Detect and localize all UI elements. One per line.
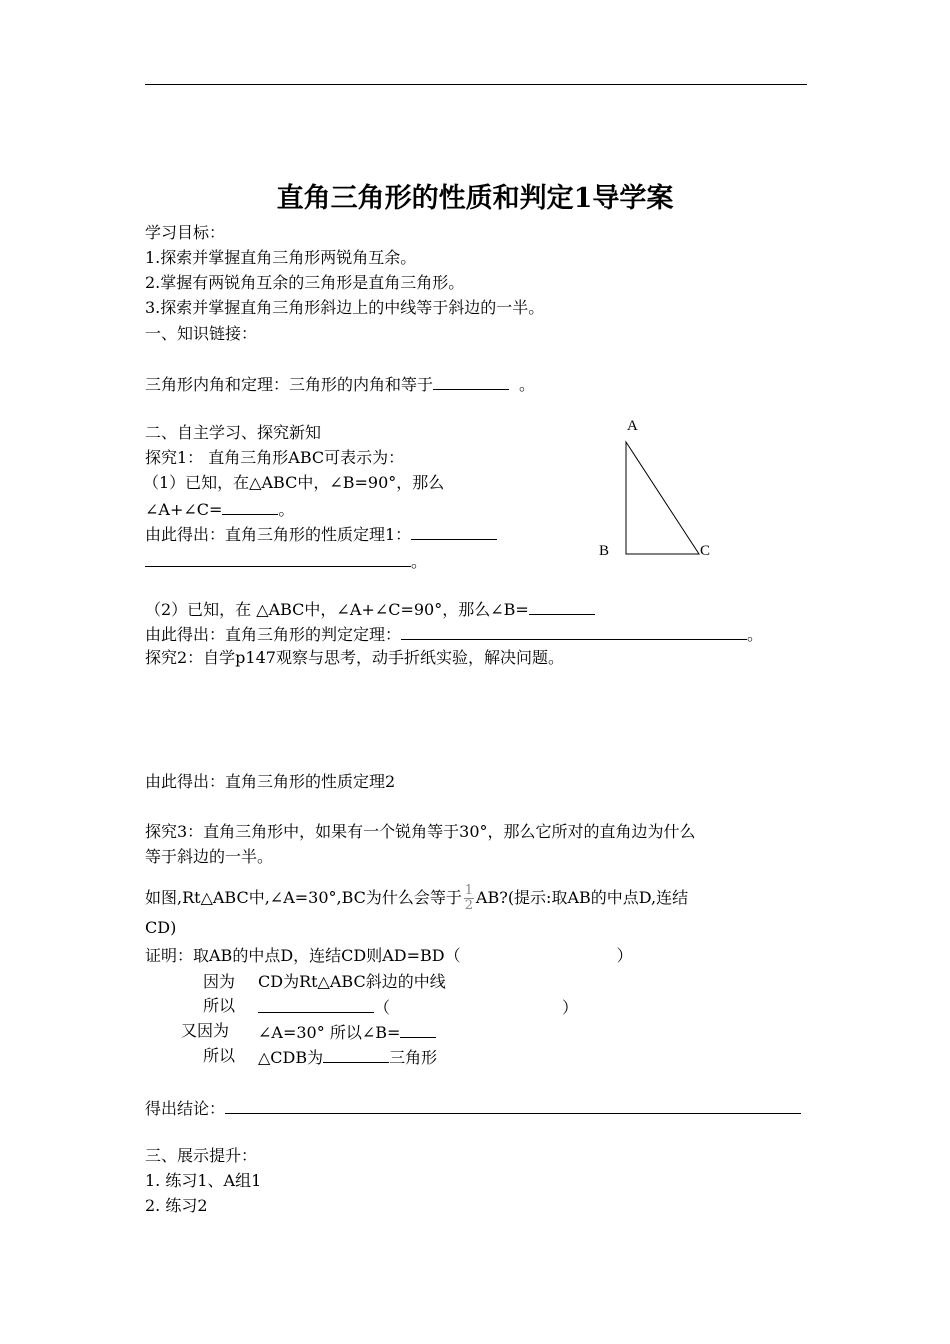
angle-sum-theorem [145, 373, 535, 395]
question1-end: 。 [278, 500, 295, 519]
question1-line1: （1）已知，在△ABC中，∠B=90°，那么 [143, 473, 445, 492]
proof-so-label: 所以 [203, 996, 236, 1015]
figure-question-hint: AB?(提示:取AB的中点D,连结 [475, 888, 689, 907]
derive3-text: 由此得出：直角三角形的性质定理2 [145, 772, 396, 791]
proof-so2-line [258, 1046, 437, 1068]
header-rule [145, 84, 807, 85]
explore3-line1: 探究3：直角三角形中，如果有一个锐角等于30°，那么它所对的直角边为什么 [145, 822, 696, 841]
proof-triangle-type-blank[interactable] [323, 1046, 389, 1063]
derive2-line [145, 623, 763, 645]
fraction-numerator: 1 [464, 883, 474, 898]
figure-question-text: 如图,Rt△ABC中,∠A=30°,BC为什么会等于 [145, 888, 462, 907]
vertex-a-label: A [627, 418, 638, 434]
derive1-blank-a[interactable] [411, 523, 497, 540]
proof-so-line [258, 996, 578, 1018]
conclusion-label: 得出结论： [145, 1099, 226, 1118]
proof-because-text: CD为Rt△ABC斜边的中线 [258, 972, 446, 991]
figure-question [145, 884, 688, 913]
derive2-blank[interactable] [401, 623, 747, 640]
fraction-denominator: 2 [464, 898, 474, 913]
proof-angle-b-blank[interactable] [400, 1021, 436, 1038]
proof-so2-end: 三角形 [389, 1048, 438, 1067]
section1-heading: 一、知识链接： [145, 324, 258, 343]
objective-item-3: 3.探索并掌握直角三角形斜边上的中线等于斜边的一半。 [145, 298, 545, 317]
proof-start-text: 证明：取AB的中点D，连结CD则AD=BD（ [145, 946, 461, 965]
derive1-text: 由此得出：直角三角形的性质定理1： [145, 525, 412, 544]
question2-blank[interactable] [529, 598, 595, 615]
derive1-end: 。 [411, 552, 428, 571]
proof-line1 [145, 946, 633, 966]
one-half-fraction [464, 884, 474, 913]
triangle-abc [626, 442, 699, 554]
derive1-blank-b[interactable] [145, 550, 411, 567]
practice-item-2: 2. 练习2 [145, 1196, 208, 1215]
vertex-b-label: B [599, 543, 610, 559]
conclusion-blank[interactable] [225, 1097, 801, 1114]
proof-close-paren: ） [616, 946, 633, 965]
angle-sum-text: 三角形内角和定理：三角形的内角和等于 [145, 375, 434, 394]
question1-sum-label: ∠A+∠C= [145, 500, 223, 519]
page-title: 直角三角形的性质和判定1导学案 [276, 183, 674, 214]
proof-also-label: 又因为 [181, 1021, 230, 1040]
vertex-c-label: C [700, 543, 711, 559]
explore2-text: 探究2：自学p147观察与思考，动手折纸实验，解决问题。 [145, 648, 564, 667]
proof-so-close-paren: ） [562, 998, 579, 1017]
angle-sum-blank[interactable] [433, 373, 509, 390]
proof-also-line [258, 1021, 436, 1043]
question1-line2 [145, 498, 294, 520]
objective-item-1: 1.探索并掌握直角三角形两锐角互余。 [145, 248, 417, 267]
derive1-line [145, 523, 497, 545]
proof-also-text: ∠A=30° 所以∠B= [258, 1023, 401, 1042]
derive2-end: 。 [747, 625, 764, 644]
objectives-heading: 学习目标： [145, 223, 226, 242]
conclusion-line [145, 1097, 801, 1119]
explore3-line2: 等于斜边的一半。 [145, 847, 274, 866]
question1-blank[interactable] [222, 498, 278, 515]
angle-sum-end: 。 [519, 375, 536, 394]
question2-text: （2）已知，在 △ABC中，∠A+∠C=90°，那么∠B= [145, 600, 529, 619]
derive2-text: 由此得出：直角三角形的判定定理： [145, 625, 402, 644]
proof-so-open-paren: （ [374, 998, 391, 1017]
derive1-line2 [145, 550, 427, 572]
figure-question-line2: CD) [145, 918, 177, 937]
practice-item-1: 1. 练习1、A组1 [145, 1171, 262, 1190]
section2-heading: 二、自主学习、探究新知 [145, 423, 322, 442]
proof-because-label: 因为 [203, 972, 236, 991]
question2-line [145, 598, 595, 620]
proof-so2-label: 所以 [203, 1046, 236, 1065]
section3-heading: 三、展示提升： [145, 1146, 258, 1165]
objective-item-2: 2.掌握有两锐角互余的三角形是直角三角形。 [145, 273, 465, 292]
proof-so2-text: △CDB为 [258, 1048, 324, 1067]
explore1-text: 探究1： 直角三角形ABC可表示为： [145, 448, 405, 467]
proof-so-blank[interactable] [258, 996, 374, 1013]
